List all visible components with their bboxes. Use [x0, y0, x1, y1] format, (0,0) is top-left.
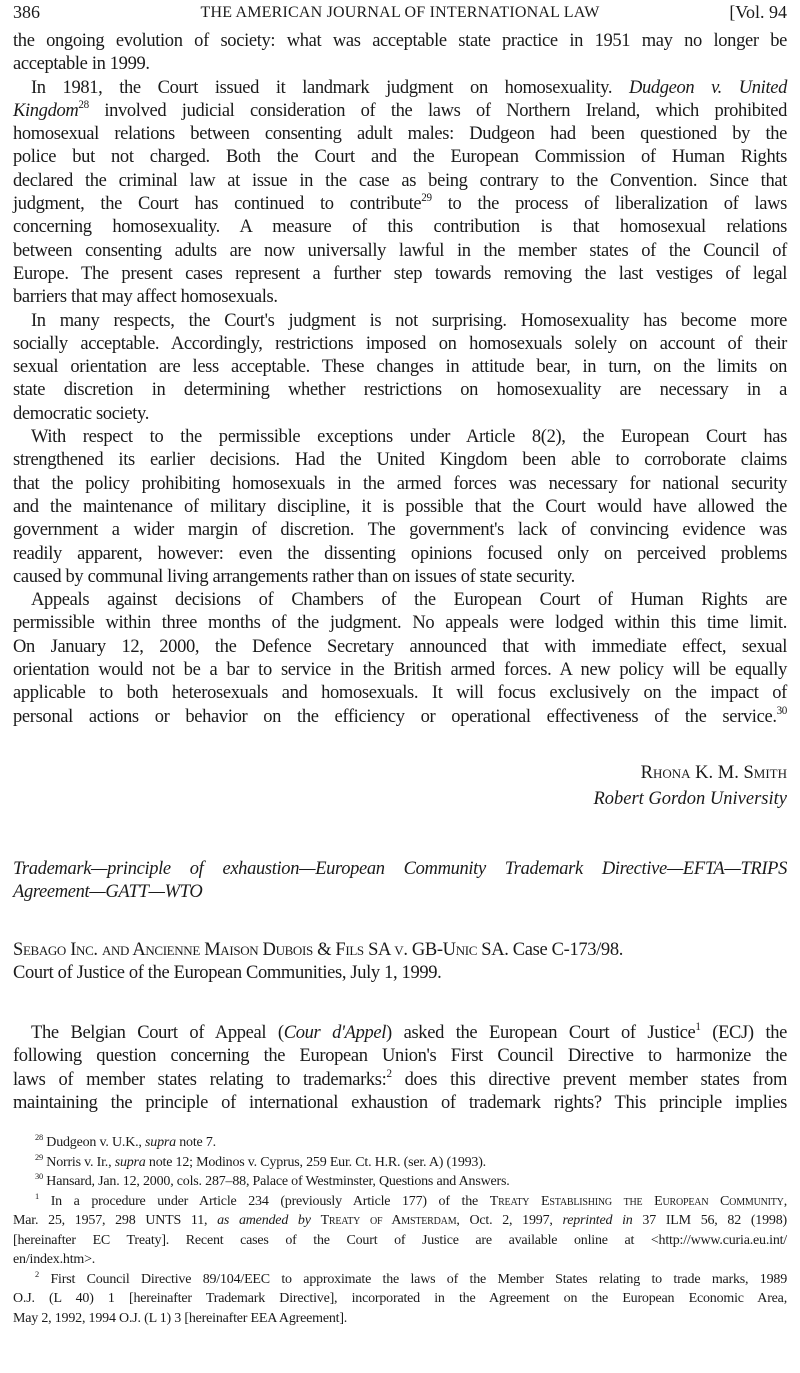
italic-text: Dudgeon v. United	[628, 77, 787, 98]
text-run: involved judicial consideration of the laws of Northern Ireland, which prohibited	[88, 100, 787, 121]
text-run: maintaining the principle of international exhaustion of trademark rights? This principle implies	[13, 1092, 787, 1113]
text-run: , Oct. 2, 1997,	[456, 1213, 563, 1228]
case-note-body	[13, 30, 787, 729]
italic-text: reprinted in	[562, 1213, 633, 1228]
text-run: socially acceptable. Accordingly, restrictions imposed on homosexuals solely on account of their	[13, 333, 787, 354]
text-run: does this directive prevent member states from	[391, 1069, 787, 1090]
text-run: On January 12, 2000, the Defence Secretary announced that with immediate effect, sexual	[13, 636, 787, 657]
italic-text: supra	[114, 1154, 146, 1170]
text-run: (ECJ) the	[700, 1023, 787, 1043]
text-run: O.J. (L 40) 1 [hereinafter Trademark Directive], incorporated in the Agreement on the European Economic Area,	[13, 1291, 787, 1306]
text-line	[13, 333, 787, 356]
text-line	[13, 589, 787, 612]
text-run: police but not charged. Both the Court and the European Commission of Human Rights	[13, 147, 787, 168]
text-line	[13, 170, 787, 193]
text-line	[13, 496, 787, 519]
text-line	[13, 216, 787, 239]
text-line	[13, 1092, 787, 1115]
text-run: Case C-173/98.	[508, 940, 624, 960]
text-line	[13, 1153, 787, 1173]
text-line	[13, 310, 787, 333]
text-line	[13, 636, 787, 659]
text-run: en/index.htm>.	[13, 1252, 96, 1267]
text-line	[13, 263, 787, 286]
footnote-reference: 28	[35, 1133, 43, 1143]
text-run: Dudgeon v. U.K.,	[42, 1135, 146, 1150]
volume-label: [Vol. 94	[729, 2, 787, 22]
footnote-reference: 2	[386, 1067, 392, 1080]
text-run	[311, 1213, 321, 1228]
text-run: Norris v. Ir.,	[42, 1154, 115, 1170]
text-run: Mar. 25, 1957, 298 UNTS 11,	[13, 1213, 218, 1228]
text-run: caused by communal living arrangements rather than on issues of state security.	[13, 566, 575, 587]
text-run: state discretion in determining whether restrictions on homosexuality are necessary in a	[13, 380, 787, 401]
italic-text: as amended by	[217, 1213, 311, 1228]
text-line	[13, 858, 787, 881]
italic-text: Trademark—principle of exhaustion—European Community Trademark Directive—EFTA—TRIPS	[13, 859, 787, 879]
footnote-reference: 2	[35, 1269, 39, 1279]
text-line	[13, 379, 787, 402]
text-run: ) asked the European Court of Justice	[386, 1023, 696, 1043]
text-line	[13, 146, 787, 169]
text-line	[13, 1192, 787, 1212]
text-line	[13, 53, 787, 76]
text-line	[13, 1250, 787, 1270]
text-run: the ongoing evolution of society: what was acceptable state practice in 1951 may no longer be	[13, 31, 787, 51]
footnote-reference: 30	[776, 704, 787, 717]
text-run: Court of Justice of the European Communities, July 1, 1999.	[13, 963, 442, 984]
running-header	[13, 2, 787, 24]
italic-text: supra	[145, 1135, 176, 1150]
text-line	[13, 286, 787, 309]
text-line	[13, 1309, 787, 1329]
text-run: between consenting adults are now universally lawful in the member states of the Council of	[13, 240, 787, 261]
small-caps-text: Treaty of Amsterdam	[320, 1213, 457, 1228]
text-run: May 2, 1992, 1994 O.J. (L 1) 3 [hereinafter EEA Agreement].	[13, 1310, 348, 1326]
text-line	[13, 1211, 787, 1231]
text-run: note 12; Modinos v. Cyprus, 259 Eur. Ct. H.R. (ser. A) (1993).	[145, 1154, 486, 1170]
author-affiliation: Robert Gordon University	[593, 789, 787, 809]
author-name: Rhona K. M. Smith	[640, 763, 787, 783]
text-run: laws of member states relating to trademarks:	[13, 1069, 387, 1090]
text-line	[13, 706, 787, 729]
text-line	[13, 123, 787, 146]
text-line	[13, 100, 787, 123]
footnotes	[13, 1133, 787, 1328]
text-line	[13, 682, 787, 705]
text-run: First Council Directive 89/104/EEC to approximate the laws of the Member States relating to trade marks, 1989	[39, 1271, 787, 1287]
text-line	[13, 1022, 787, 1045]
case-subject-heading	[13, 858, 787, 905]
text-line	[13, 659, 787, 682]
text-run: democratic society.	[13, 403, 149, 424]
text-line	[13, 193, 787, 216]
text-run: readily apparent, however: even the dissenting opinions focused only on perceived problems	[13, 543, 787, 564]
text-line	[13, 612, 787, 635]
text-line	[13, 566, 787, 589]
text-run: personal actions or behavior on the efficiency or operational effectiveness of the service.	[13, 706, 777, 727]
text-line	[13, 30, 787, 53]
text-run: orientation would not be a bar to service in the British armed forces. A new policy will be equally	[13, 660, 787, 681]
text-line	[13, 1231, 787, 1251]
footnote-reference: 29	[421, 192, 432, 205]
text-line	[13, 1270, 787, 1290]
text-line	[13, 403, 787, 426]
text-line	[13, 449, 787, 472]
text-run: Appeals against decisions of Chambers of the European Court of Human Rights are	[31, 590, 787, 611]
text-line	[13, 473, 787, 496]
text-run: acceptable in 1999.	[13, 54, 150, 75]
author-signature	[593, 760, 787, 812]
text-line	[13, 881, 787, 904]
text-run: that the policy prohibiting homosexuals in the armed forces was necessary for national security	[13, 473, 787, 494]
text-run: to the process of liberalization of laws	[431, 194, 787, 215]
text-run: permissible within three months of the judgment. No appeals were lodged within this time limit.	[13, 613, 787, 634]
small-caps-text: Treaty Establishing the European Community	[489, 1193, 784, 1209]
text-line	[13, 1069, 787, 1092]
text-run: sexual orientation are less acceptable. These changes in attitude bear, in turn, on the limits on	[13, 357, 787, 378]
case-body	[13, 1022, 787, 1115]
page-number: 386	[13, 2, 40, 22]
text-run: 37 ILM 56, 82 (1998)	[632, 1213, 787, 1228]
text-run: concerning homosexuality. A measure of this contribution is that homosexual relations	[13, 217, 787, 238]
text-run: homosexual relations between consenting adult males: Dudgeon had been questioned by the	[13, 124, 787, 145]
text-line	[13, 426, 787, 449]
text-run: The Belgian Court of Appeal (	[31, 1023, 284, 1043]
text-run: judgment, the Court has continued to contribute	[13, 194, 422, 215]
text-line	[13, 939, 787, 962]
footnote-reference: 1	[695, 1021, 701, 1034]
text-line	[13, 77, 787, 100]
text-run: With respect to the permissible exceptions under Article 8(2), the European Court has	[31, 427, 787, 448]
text-line	[13, 543, 787, 566]
footnote-reference: 28	[78, 99, 89, 112]
text-run: and the maintenance of military discipline, it is possible that the Court would have allowed the	[13, 496, 787, 517]
text-run: following question concerning the European Union's First Council Directive to harmonize the	[13, 1046, 787, 1067]
footnote-reference: 1	[35, 1191, 39, 1201]
text-line	[13, 1289, 787, 1309]
text-run: [hereinafter EC Treaty]. Recent cases of the Court of Justice are available online at <http://www.curia.eu.int/	[13, 1232, 787, 1248]
text-run: ,	[783, 1193, 787, 1209]
text-run: In 1981, the Court issued it landmark judgment on homosexuality.	[31, 77, 629, 98]
text-line	[13, 240, 787, 263]
text-run: In many respects, the Court's judgment is not surprising. Homosexuality has become more	[31, 310, 787, 331]
italic-text: Agreement—GATT—WTO	[13, 882, 203, 903]
text-line	[13, 1172, 787, 1192]
journal-title: THE AMERICAN JOURNAL OF INTERNATIONAL LAW	[200, 4, 600, 21]
text-line	[13, 356, 787, 379]
text-run: barriers that may affect homosexuals.	[13, 287, 278, 308]
footnote-reference: 29	[35, 1152, 43, 1162]
text-run: government a wider margin of discretion. The government's lack of convincing evidence was	[13, 520, 787, 541]
text-line	[13, 962, 787, 985]
text-run: note 7.	[175, 1135, 216, 1150]
text-run: applicable to both heterosexuals and homosexuals. It will focus exclusively on the impact of	[13, 683, 787, 704]
text-line	[13, 519, 787, 542]
text-line	[13, 1133, 787, 1153]
text-run: In a procedure under Article 234 (previously Article 177) of the	[39, 1193, 490, 1209]
text-run: declared the criminal law at issue in the case as being contrary to the Convention. Since that	[13, 170, 787, 191]
footnote-reference: 30	[35, 1172, 43, 1182]
text-run: Europe. The present cases represent a further step towards removing the last vestiges of legal	[13, 263, 787, 284]
text-line	[13, 1045, 787, 1068]
case-citation	[13, 939, 787, 986]
text-run: strengthened its earlier decisions. Had the United Kingdom been able to corroborate claims	[13, 450, 787, 471]
italic-text: Kingdom	[13, 100, 79, 121]
small-caps-text: Sebago Inc. and Ancienne Maison Dubois & Fils SA v. GB-Unic SA.	[13, 940, 509, 960]
text-run: Hansard, Jan. 12, 2000, cols. 287–88, Palace of Westminster, Questions and Answers.	[42, 1174, 510, 1189]
italic-text: Cour d'Appel	[283, 1023, 387, 1043]
